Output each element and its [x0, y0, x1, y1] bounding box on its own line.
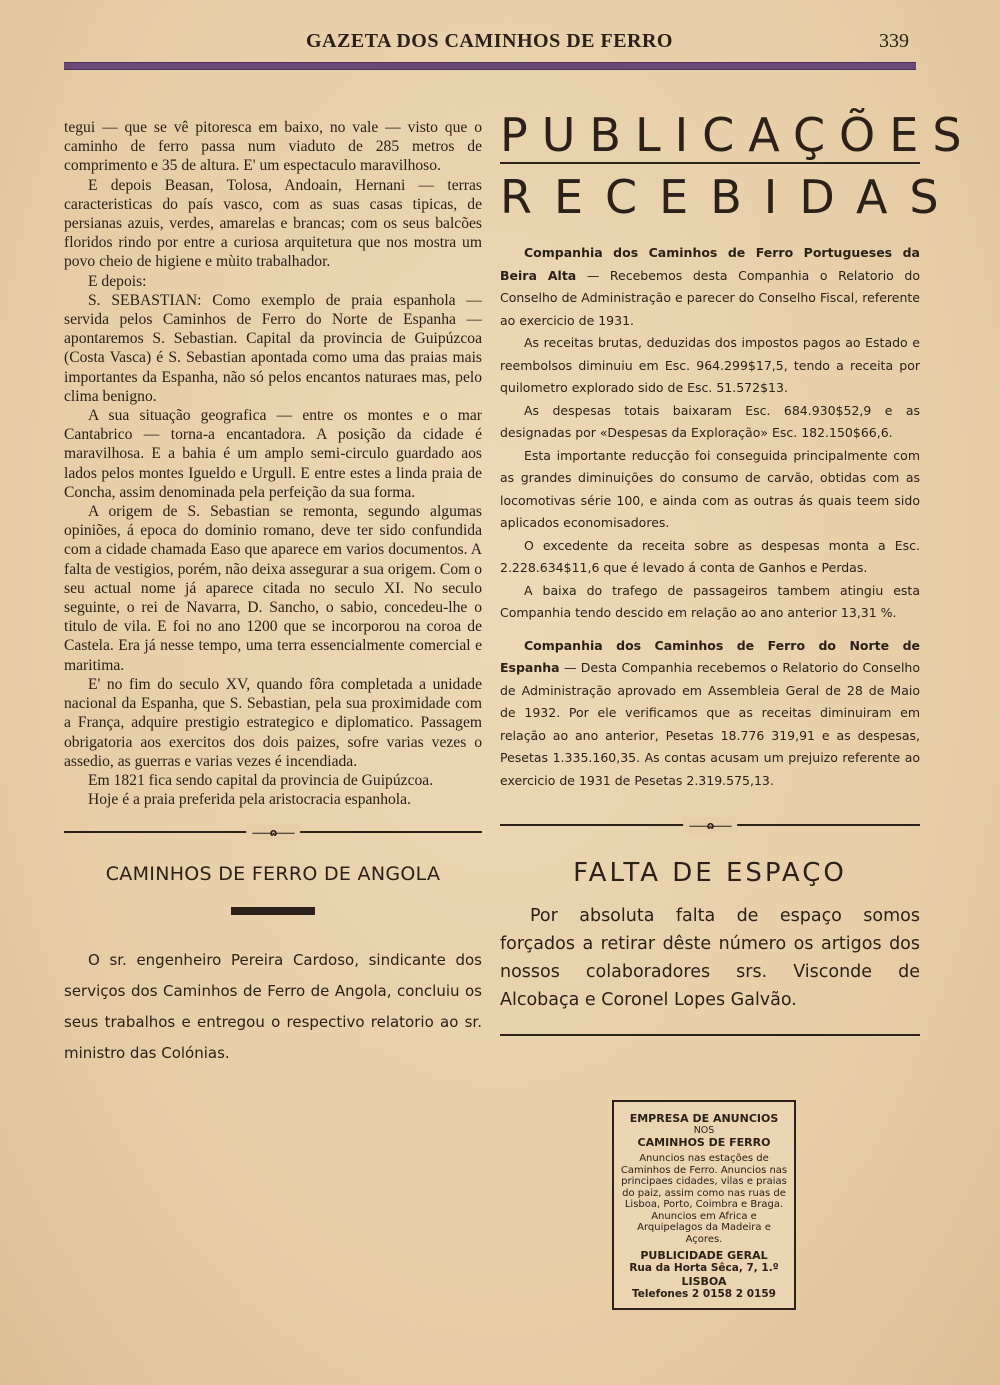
article-paragraph: E' no fim do seculo XV, quando fôra completada a unidade nacional da Espanha, que S. Sebastian, pela sua proximidade com a França, adquire prestigio estrategico e diplomatico. Passagem obrigatoria aos exercitos dos dois paizes, sofre varias vezes o assedio, as guerras e varias vezes é incendiada.	[64, 675, 482, 770]
article-paragraph: O sr. engenheiro Pereira Cardoso, sindicante dos serviços dos Caminhos de Ferro de Angola, concluiu os seus trabalhos e entregou o respectivo relatorio ao sr. ministro das Colónias.	[64, 951, 482, 1063]
right-column	[500, 108, 976, 1036]
notice-paragraph: Por absoluta falta de espaço somos forçados a retirar dêste número os artigos dos nossos colaboradores srs. Visconde de Alcobaça e Coronel Lopes Galvão.	[500, 906, 920, 1010]
article-paragraph: E depois Beasan, Tolosa, Andoain, Hernani — terras caracteristicas do país vasco, com as suas casas tipicas, de persianas azuis, verdes, amarelas e brancas; com os seus balcões floridos rindo por entre a curiosa arquitetura que nos mostra um povo cheio de higiene e mùito trabalhador.	[64, 176, 482, 271]
publication-paragraph: A baixa do trafego de passageiros tambem atingiu esta Companhia tendo descido em relação ao ano anterior 13,31 %.	[500, 582, 920, 620]
ad-connector: NOS	[693, 1125, 715, 1136]
page-number: 339	[879, 30, 909, 52]
falta-notice	[500, 902, 920, 1014]
recebidas-heading: RECEBIDAS	[500, 170, 961, 224]
publication-item: Companhia dos Caminhos de Ferro Portugueses da Beira Alta — Recebemos desta Companhia o Relatorio do Conselho de Administração e parecer do Conselho Fiscal, referente ao exercicio de 1931.	[500, 245, 920, 328]
ad-company-sub: CAMINHOS DE FERRO	[637, 1136, 771, 1149]
left-column	[64, 118, 482, 1069]
article-paragraph: tegui — que se vê pitoresca em baixo, no vale — visto que o caminho de ferro passa num viaduto de 285 metros de comprimento e 35 de altura. E' um espectaculo maravilhoso.	[64, 119, 482, 175]
train-ornament-icon: ⸺ɷ⸺	[683, 817, 737, 833]
falta-heading: FALTA DE ESPAÇO	[573, 858, 847, 888]
publication-paragraph: O excedente da receita sobre as despesas monta a Esc. 2.228.634$11,6 que é levado á conta de Ganhos e Perdas.	[500, 537, 920, 575]
publication-paragraph: Esta importante reducção foi conseguida principalmente com as grandes diminuições do consumo de carvão, obtidas com as locomotivas série 100, e ainda com as outras ás quais teem sido aplicados economisadores.	[500, 447, 920, 530]
section-separator	[500, 814, 920, 834]
ad-city: LISBOA	[681, 1275, 727, 1288]
advertisement-box	[612, 1100, 796, 1310]
heading-bar	[231, 907, 315, 915]
page-header	[62, 28, 917, 58]
company-name: Companhia dos Caminhos de Ferro do Norte de Espanha	[500, 637, 920, 675]
publication-item: Companhia dos Caminhos de Ferro do Norte de Espanha — Desta Companhia recebemos o Relatorio do Conselho de Administração aprovado em Assembleia Geral de 28 de Maio de 1932. Por ele verificamos que as receitas diminuiram em relação ao ano anterior, Pesetas 18.776 319,91 e as despesas, Pesetas 1.335.160,35. As contas acusam um prejuizo referente ao exercicio de 1931 de Pesetas 2.319.575,13.	[500, 637, 920, 788]
article-paragraph: A sua situação geografica — entre os montes e o mar Cantabrico — torna-a encantadora. A posição da cidade é maravilhosa. E a bahia é um amplo semi-circulo guardado aos lados pelos montes Igueldo e Urgull. E entre estes a linda praia de Concha, assim denominada pela perfeição da sua forma.	[64, 407, 482, 501]
article-paragraph: E depois:	[88, 272, 147, 290]
publication-paragraph: As despesas totais baixaram Esc. 684.930$52,9 e as designadas por «Despesas da Exploração» Esc. 182.150$66,6.	[500, 402, 920, 440]
ad-address: Rua da Horta Sêca, 7, 1.º	[629, 1262, 779, 1274]
ad-company: EMPRESA DE ANUNCIOS	[629, 1112, 779, 1125]
section-rule	[500, 1034, 920, 1036]
newspaper-title: GAZETA DOS CAMINHOS DE FERRO	[305, 30, 673, 52]
article-paragraph: A origem de S. Sebastian se remonta, segundo algumas opiniões, á epoca do dominio romano, deve ter sido confundida com a cidade chamada Easo que aparece em varios documentos. A falta de vestigios, porém, não deixa assegurar a sua origem. Com o seu actual nome já aparece citada no seculo XI. No seculo seguinte, o rei de Navarra, D. Sancho, o sabio, concedeu-lhe o titulo de vila. E foi no ano 1200 que se incorporou na coroa de Castela. Era já nesse tempo, uma terra essencialmente comercial e maritima.	[64, 503, 482, 674]
ad-service: PUBLICIDADE GERAL	[640, 1249, 768, 1262]
angola-heading: CAMINHOS DE FERRO DE ANGOLA	[105, 863, 441, 886]
company-name: Companhia dos Caminhos de Ferro Portugueses da Beira Alta	[500, 245, 920, 283]
train-ornament-icon: ⸺ɷ⸺	[246, 824, 300, 840]
publication-paragraph: As receitas brutas, deduzidas dos impostos pagos ao Estado e reembolsos diminuiu em Esc. 964.299$17,5, tendo a receita por quilometro explorado sido de Esc. 51.572$13.	[500, 335, 920, 395]
section-separator	[64, 821, 482, 841]
ad-phones: Telefones 2 0158 2 0159	[632, 1288, 776, 1300]
article-paragraph: Em 1821 fica sendo capital da provincia de Guipúzcoa.	[88, 771, 434, 789]
publications-list	[500, 242, 920, 792]
san-sebastian-article	[64, 118, 482, 809]
ad-description: Anuncios nas estações de Caminhos de Ferro. Anuncios nas principaes cidades, vilas e praias do paiz, assim como nas ruas de Lisboa, Porto, Coimbra e Braga. Anuncios em Africa e Arquipelagos da Madeira e Açores.	[620, 1153, 788, 1245]
heading-rule	[500, 162, 920, 164]
header-rule	[64, 62, 916, 70]
publicacoes-heading: PUBLICAÇÕES	[500, 108, 976, 162]
article-paragraph: Hoje é a praia preferida pela aristocracia espanhola.	[88, 791, 411, 809]
angola-article	[64, 945, 482, 1069]
article-paragraph: S. SEBASTIAN: Como exemplo de praia espanhola — servida pelos Caminhos de Ferro do Norte de Espanha — apontaremos S. Sebastian. Capital da provincia de Guipúzcoa (Costa Vasca) é S. Sebastian apontada como uma das praias mais importantes da Espanha, não só pelos encantos naturaes mas, pelo clima benigno.	[64, 291, 482, 405]
